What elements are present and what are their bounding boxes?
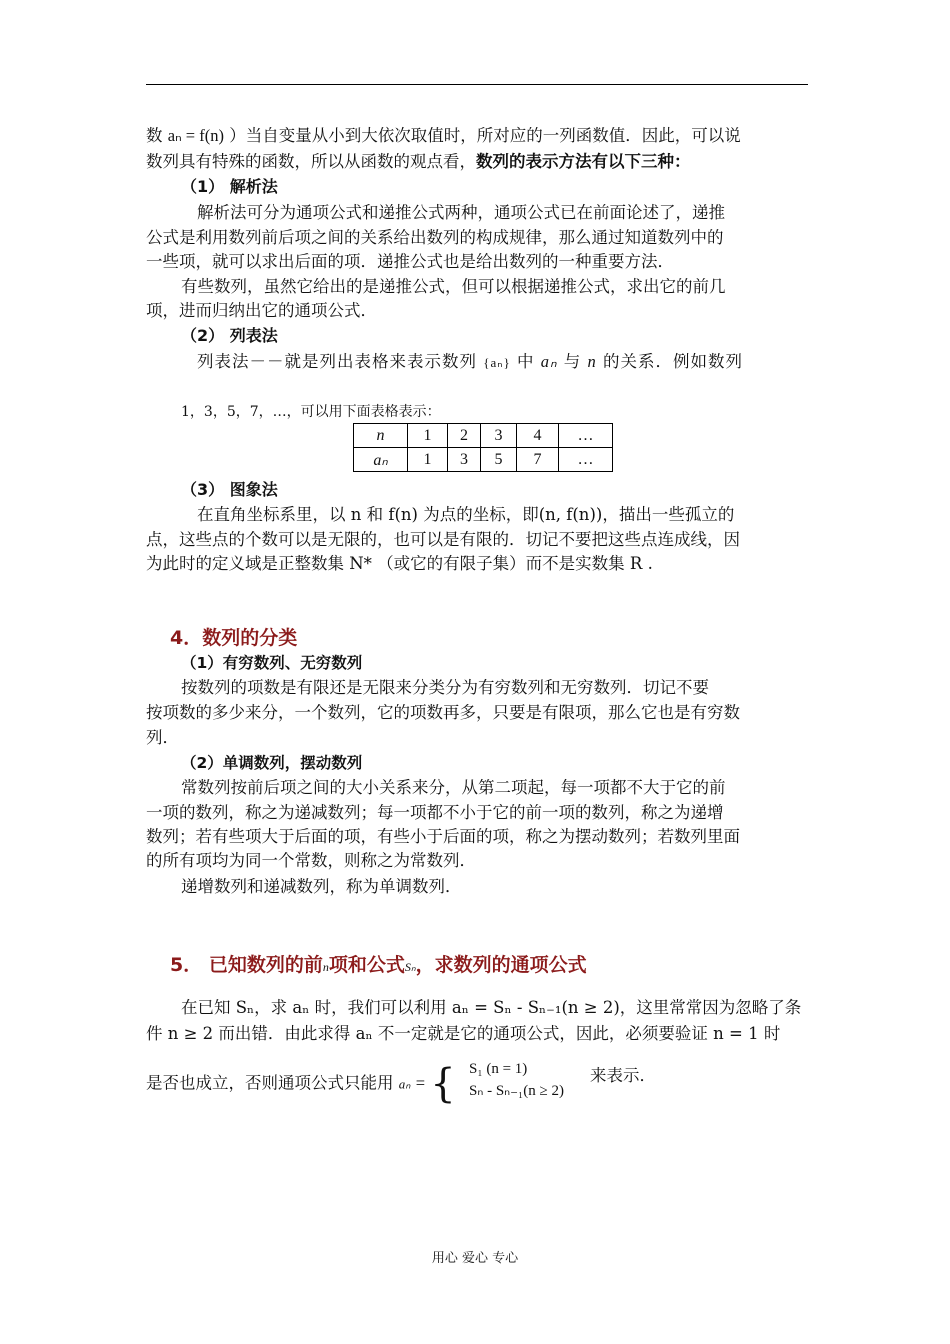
table-cell: … bbox=[559, 424, 613, 448]
s2-text-c: 与 bbox=[563, 352, 582, 371]
set-an: {aₙ} bbox=[483, 355, 511, 370]
s2-text-d: 的关系．例如数列 bbox=[603, 352, 744, 371]
sec4-sub-1: （1）有穷数列、无穷数列 bbox=[181, 654, 363, 672]
sec5-line-1: 在已知 Sₙ，求 aₙ 时，我们可以利用 aₙ = Sₙ - Sₙ₋₁(n ≥ 2)，这里常常因为忽略了条 bbox=[181, 998, 802, 1017]
s1-p1-line-3: 一些项，就可以求出后面的项．递推公式也是给出数列的一种重要方法． bbox=[146, 252, 674, 271]
sec5-line-3 bbox=[146, 1061, 456, 1107]
table-cell: n bbox=[354, 424, 408, 448]
table-cell: 7 bbox=[517, 448, 559, 472]
sec4-p2-line-3: 数列；若有些项大于后面的项，有些小于后面的项，称之为摆动数列；若数列里面 bbox=[146, 827, 740, 846]
sec4-p1-line-2: 按项数的多少来分，一个数列，它的项数再多，只要是有限项，那么它也是有穷数 bbox=[146, 703, 740, 722]
intro-text-a: 数 bbox=[146, 126, 163, 145]
table-cell: 1 bbox=[408, 448, 448, 472]
table-cell: 4 bbox=[517, 424, 559, 448]
piecewise-formula bbox=[469, 1058, 564, 1102]
section-4-heading: 4．数列的分类 bbox=[170, 627, 298, 649]
sec5-heading-c: ，求数列的通项公式 bbox=[415, 954, 587, 976]
table-cell: … bbox=[559, 448, 613, 472]
s1-p1-line-2: 公式是利用数列前后项之间的关系给出数列的构成规律，那么通过知道数列中的 bbox=[146, 228, 724, 247]
equals-sign: = bbox=[415, 1073, 425, 1093]
sec5-heading-b: 项和公式 bbox=[328, 954, 405, 976]
intro-text-b: ）当自变量从小到大依次取值时，所对应的一列函数值．因此，可以说 bbox=[229, 126, 741, 145]
header-rule bbox=[146, 84, 808, 85]
sec4-p1-line-1: 按数列的项数是有限还是无限来分类分为有穷数列和无穷数列．切记不要 bbox=[181, 678, 709, 697]
s3-title: （3） 图象法 bbox=[181, 480, 278, 499]
sec4-sub-2: （2）单调数列，摆动数列 bbox=[181, 754, 363, 772]
table-cell: 1 bbox=[408, 424, 448, 448]
table-cell: aₙ bbox=[354, 448, 408, 472]
table-row bbox=[354, 448, 613, 472]
symbol-n: n bbox=[587, 352, 597, 371]
left-brace: { bbox=[430, 1061, 456, 1107]
sec4-p2-line-1: 常数列按前后项之间的大小关系来分，从第二项起，每一项都不大于它的前 bbox=[181, 778, 726, 797]
sec4-p1-line-3: 列． bbox=[146, 728, 179, 747]
intro-line-2 bbox=[146, 150, 691, 174]
sec4-p3: 递增数列和递减数列，称为单调数列． bbox=[181, 877, 462, 896]
table-row bbox=[354, 424, 613, 448]
s3-line-3: 为此时的定义域是正整数集 N* （或它的有限子集）而不是实数集 R . bbox=[146, 554, 653, 573]
piece-case-2: Sₙ - Sₙ₋₁(n ≥ 2) bbox=[469, 1083, 565, 1099]
s3-line-2: 点，这些点的个数可以是无限的，也可以是有限的．切记不要把这些点连成线，因 bbox=[146, 530, 740, 549]
formula-an-fn: aₙ = f(n) bbox=[167, 126, 224, 145]
symbol-an: aₙ bbox=[540, 352, 558, 371]
sec5-heading-n: n bbox=[322, 960, 329, 974]
sequence-table bbox=[353, 423, 613, 472]
s3-line-1: 在直角坐标系里，以 n 和 f(n) 为点的坐标，即(n, f(n))，描出一些孤立的 bbox=[197, 505, 735, 524]
sec4-p2-line-2: 一项的数列，称之为递减数列；每一项都不小于它的前一项的数列，称之为递增 bbox=[146, 803, 724, 822]
sec5-heading-a: 5． 已知数列的前 bbox=[170, 954, 323, 976]
s1-p2-line-2: 项，进而归纳出它的通项公式． bbox=[146, 301, 377, 320]
s2-text-b: 中 bbox=[516, 352, 535, 371]
sec4-p2-line-4: 的所有项均为同一个常数，则称之为常数列． bbox=[146, 851, 476, 870]
table-cell: 3 bbox=[481, 424, 517, 448]
s2-title: （2） 列表法 bbox=[181, 326, 278, 345]
sec5-heading-s: Sₙ bbox=[404, 960, 416, 974]
table-cell: 2 bbox=[448, 424, 481, 448]
piece-case-1: S₁ (n = 1) bbox=[469, 1061, 528, 1077]
sec5-line-2: 件 n ≥ 2 而出错．由此求得 aₙ 不一定就是它的通项公式，因此，必须要验证 n = 1 时 bbox=[146, 1024, 781, 1043]
intro-text-c: 数列具有特殊的函数，所以从函数的观点看， bbox=[146, 152, 476, 171]
intro-line-1 bbox=[146, 124, 741, 148]
sec5-text-a: 是否也成立，否则通项公式只能用 bbox=[146, 1073, 394, 1093]
s2-line-1 bbox=[197, 350, 743, 375]
s1-title: （1） 解析法 bbox=[181, 177, 278, 196]
table-cell: 5 bbox=[481, 448, 517, 472]
symbol-an: aₙ bbox=[398, 1076, 411, 1092]
s1-p1-line-1: 解析法可分为通项公式和递推公式两种，通项公式已在前面论述了，递推 bbox=[197, 203, 725, 222]
sec5-text-b: 来表示． bbox=[590, 1066, 656, 1085]
intro-bold-text: 数列的表示方法有以下三种： bbox=[476, 152, 691, 171]
footer: 用心 爱心 专心 bbox=[431, 1251, 519, 1266]
s2-text-a: 列表法－－就是列出表格来表示数列 bbox=[197, 352, 477, 371]
table-cell: 3 bbox=[448, 448, 481, 472]
s2-line-2: 1，3，5，7，…，可以用下面表格表示： bbox=[181, 404, 441, 420]
section-5-heading bbox=[170, 953, 587, 979]
s1-p2-line-1: 有些数列，虽然它给出的是递推公式，但可以根据递推公式，求出它的前几 bbox=[181, 277, 726, 296]
